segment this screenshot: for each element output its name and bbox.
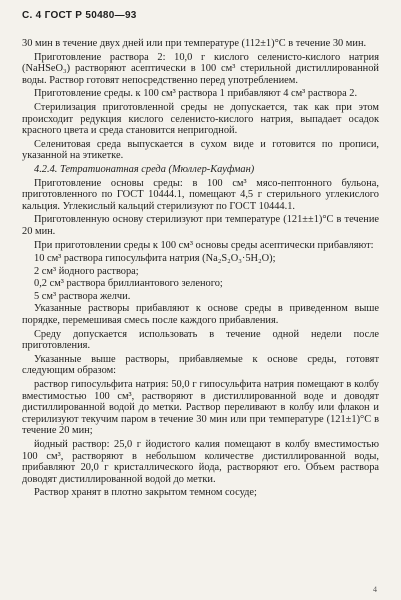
paragraph-storage: Раствор хранят в плотно закрытом темном сосуде; — [34, 487, 257, 499]
paragraph-selenite-dry: Селенитовая среда выпускается в сухом виде и готовится по прописи, указанной на этикетке. — [22, 138, 379, 162]
paragraph-solution-2: Приготовление раствора 2: 10,0 г кислого селенисто-кислого натрия (NaHSeO₃) растворяют асептически в 100 см³ стерильной дистиллированной воды. Раствор готовят непосредственно перед употреблением. — [22, 51, 379, 86]
document-body — [22, 38, 379, 501]
paragraph-base-sterilize: Приготовленную основу стерилизуют при температуре (121±±1)°С в течение 20 мин. — [22, 214, 379, 237]
paragraph-solutions-intro: Указанные выше растворы, прибавляемые к основе среды, готовят следующим образом: — [22, 353, 379, 377]
paragraph-continuation: 30 мин в течение двух дней или при температуре (112±1)°С в течение 30 мин. — [22, 38, 367, 49]
list-item-iodine: 2 см³ йодного раствора; — [34, 265, 139, 277]
paragraph-shelf-life: Среду допускается использовать в течение одной недели после приготовления. — [22, 328, 379, 352]
section-heading-4-2-4: 4.2.4. Тетратионатная среда (Мюллер-Кауфман) — [34, 163, 255, 175]
paragraph-base-prep: Приготовление основы среды: в 100 см³ мясо-пептонного бульона, приготовленного по ГОСТ 10444.1, помещают 4,5 г стерильного углекислого кальция. Углекислый кальций стерилизуют по ГОСТ 10444.1. — [22, 177, 379, 212]
paragraph-medium-prep: Приготовление среды. к 100 см³ раствора 1 прибавляют 4 см³ раствора 2. — [34, 88, 358, 100]
page-mark: 4 — [373, 585, 377, 594]
paragraph-add-intro: При приготовлении среды к 100 см³ основы среды асептически прибавляют: — [34, 239, 374, 251]
page-header: С. 4 ГОСТ Р 50480—93 — [22, 10, 137, 21]
list-item-bile: 5 см³ раствора желчи. — [34, 290, 131, 302]
paragraph-order: Указанные растворы прибавляют к основе среды в приведенном выше порядке, перемешивая смесь после каждого прибавления. — [22, 303, 379, 327]
paragraph-sterilization: Стерилизация приготовленной среды не допускается, так как при этом происходит редукция кислого селенисто-кислого натрия, выпадает осадок красного цвета и среда становится непригодной. — [22, 101, 379, 137]
paragraph-hyposulfite-solution: раствор гипосульфита натрия: 50,0 г гипосульфита натрия помещают в колбу вместимостью 100 см³, растворяют в дистиллированной воде и доводят дистиллированной водой до метки. Раствор переливают в колбу или флакон и стерилизуют текучим паром в течение 30 мин или при температуре (121±1)°С в течение 20 мин; — [22, 379, 379, 437]
paragraph-iodine-solution: йодный раствор: 25,0 г йодистого калия помещают в колбу вместимостью 100 см³, растворяют в небольшом количестве дистиллированной воды, прибавляют 20,0 г кристаллического йода, растворяют его. Объем раствора доводят дистиллированной водой до метки. — [22, 439, 379, 485]
list-item-brilliant-green: 0,2 см³ раствора бриллиантового зеленого; — [34, 278, 223, 290]
list-item-hyposulfite: 10 см³ раствора гипосульфита натрия (Na₂S₂O₃·5H₂O); — [34, 253, 276, 265]
